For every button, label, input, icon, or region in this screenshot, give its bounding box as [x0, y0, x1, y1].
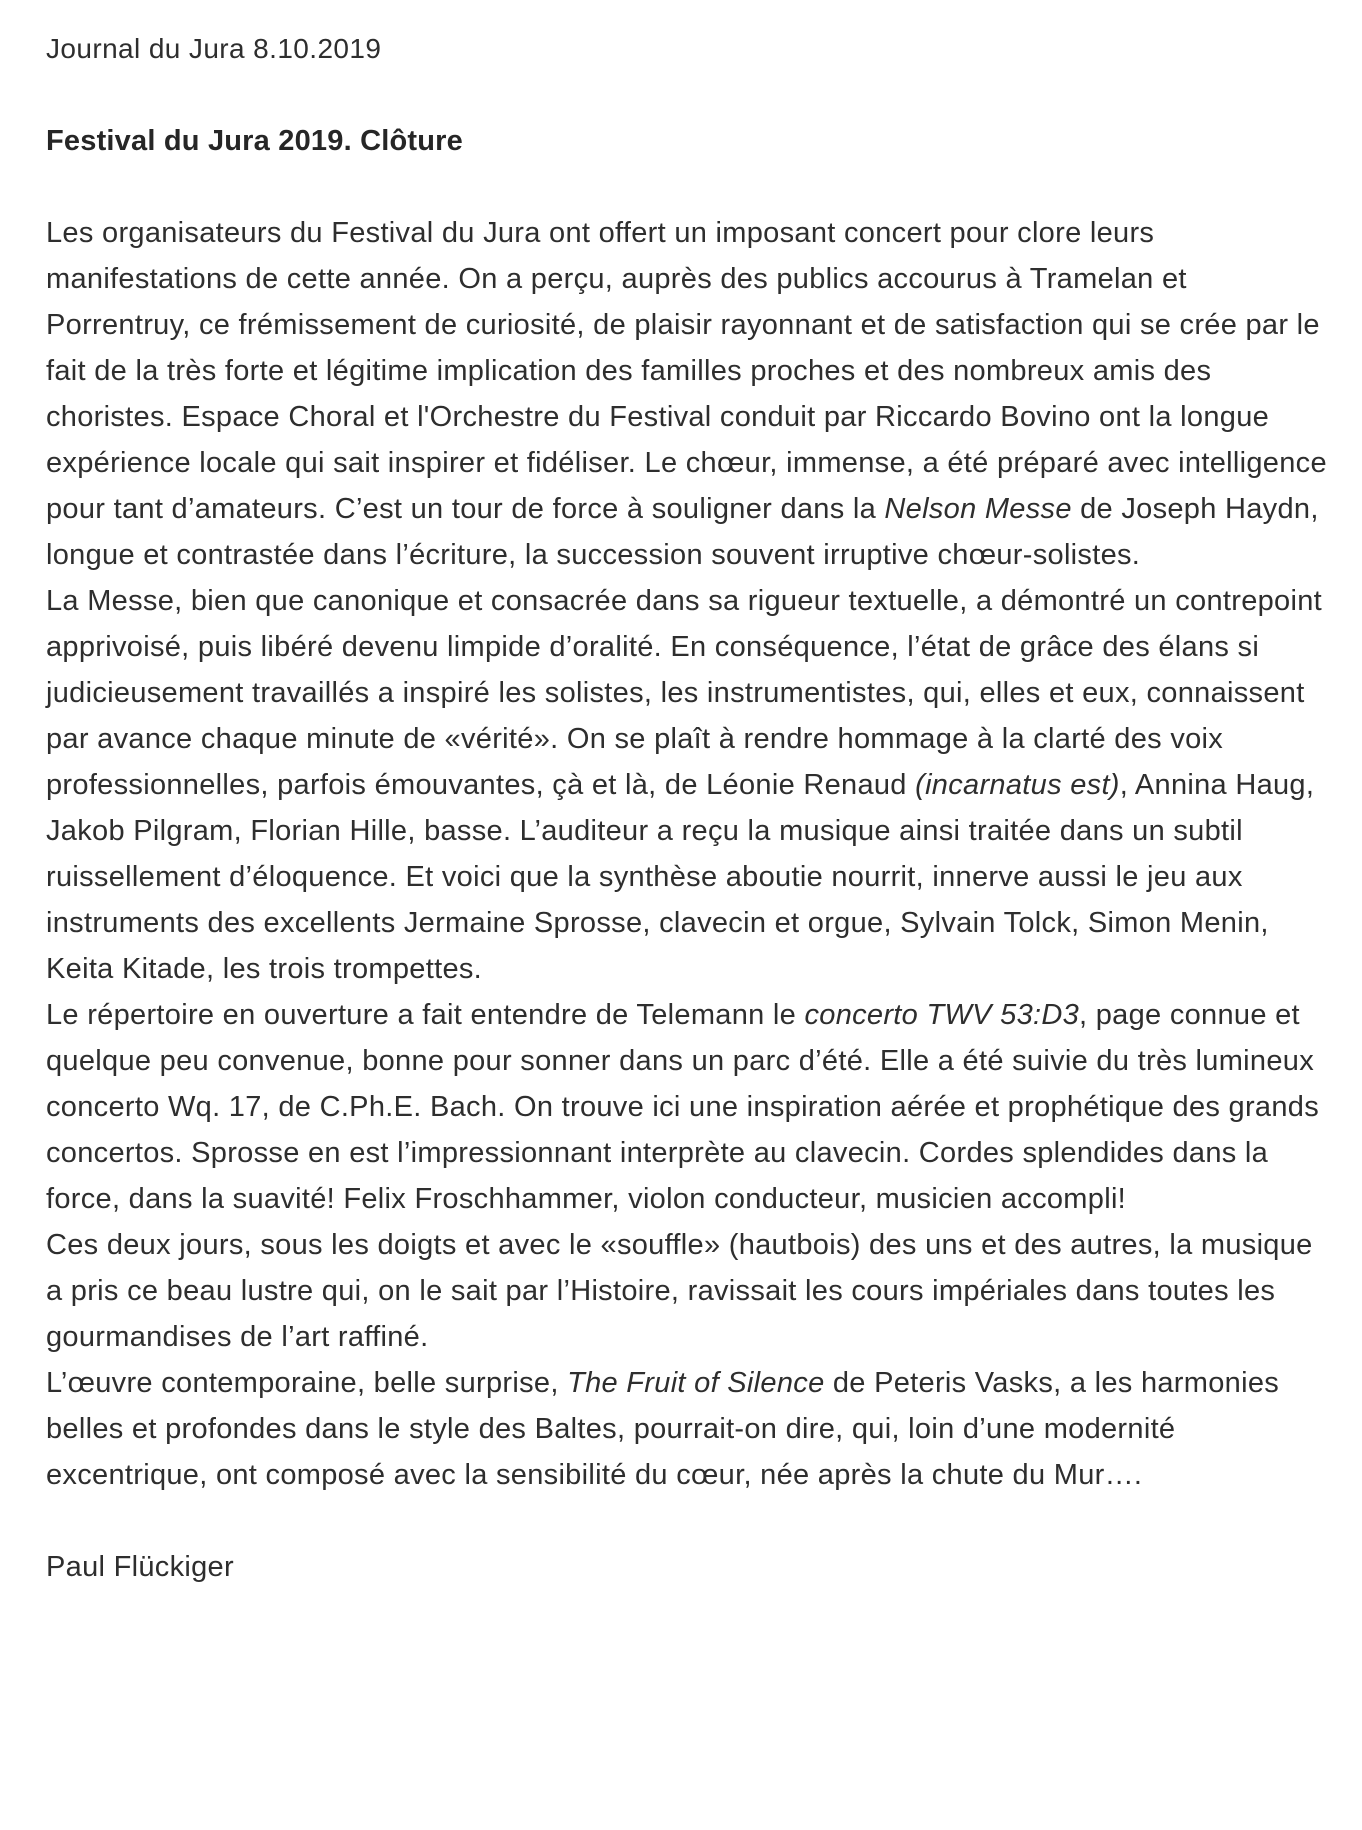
text-run: Le répertoire en ouverture a fait entendre de Telemann le: [46, 999, 805, 1031]
text-run: La Messe, bien que canonique et consacrée dans sa rigueur textuelle, a démontré un contrepoint apprivoisé, puis libéré devenu limpide d’oralité. En conséquence, l’état de grâce des élans si judicieusement travaillés a inspiré les solistes, les instrumentistes, qui, elles et eux, connaissent par avance chaque minute de «vérité». On se plaît à rendre hommage à la clarté des voix professionnelles, parfois émouvantes, çà et là, de Léonie Renaud: [46, 585, 1323, 801]
paragraph: [46, 210, 1332, 578]
italic-run: (incarnatus est): [915, 769, 1120, 801]
text-run: , page connue et quelque peu convenue, bonne pour sonner dans un parc d’été. Elle a été suivie du très lumineux concerto Wq. 17, de C.Ph.E. Bach. On trouve ici une inspiration aérée et prophétique des grands concertos. Sprosse en est l’impressionnant interprète au clavecin. Cordes splendides dans la force, dans la suavité! Felix Froschhammer, violon conducteur, musicien accompli!: [46, 999, 1320, 1215]
text-run: Les organisateurs du Festival du Jura ont offert un imposant concert pour clore leurs manifestations de cette année. On a perçu, auprès des publics accourus à Tramelan et Porrentruy, ce frémissement de curiosité, de plaisir rayonnant et de satisfaction qui se crée par le fait de la très forte et légitime implication des familles proches et des nombreux amis des choristes. Espace Choral et l'Orchestre du Festival conduit par Riccardo Bovino ont la longue expérience locale qui sait inspirer et fidéliser. Le chœur, immense, a été préparé avec intelligence pour tant d’amateurs. C’est un tour de force à souligner dans la: [46, 217, 1327, 525]
article-title: Festival du Jura 2019. Clôture: [46, 125, 463, 157]
paragraph: [46, 1360, 1332, 1498]
text-run: L’œuvre contemporaine, belle surprise,: [46, 1367, 568, 1399]
italic-run: The Fruit of Silence: [567, 1367, 825, 1399]
italic-run: Nelson Messe: [884, 493, 1072, 525]
text-run: , Annina Haug, Jakob Pilgram, Florian Hille, basse. L’auditeur a reçu la musique ainsi traitée dans un subtil ruissellement d’éloquence. Et voici que la synthèse aboutie nourrit, innerve aussi le jeu aux instruments des excellents Jermaine Sprosse, clavecin et orgue, Sylvain Tolck, Simon Menin, Keita Kitade, les trois trompettes.: [46, 769, 1315, 985]
text-run: de Joseph Haydn, longue et contrastée dans l’écriture, la succession souvent irruptive chœur-solistes.: [46, 493, 1319, 571]
text-run: Ces deux jours, sous les doigts et avec le «souffle» (hautbois) des uns et des autres, la musique a pris ce beau lustre qui, on le sait par l’Histoire, ravissait les cours impériales dans toutes les gourmandises de l’art raffiné.: [46, 1229, 1313, 1353]
paragraph: [46, 1222, 1332, 1360]
paragraph: [46, 578, 1332, 992]
byline: Paul Flückiger: [46, 1551, 234, 1583]
source-line: Journal du Jura 8.10.2019: [46, 33, 382, 64]
paragraph: [46, 992, 1332, 1222]
italic-run: concerto TWV 53:D3: [804, 999, 1080, 1031]
article-body: [46, 210, 1332, 1498]
text-run: de Peteris Vasks, a les harmonies belles et profondes dans le style des Baltes, pourrait-on dire, qui, loin d’une modernité excentrique, ont composé avec la sensibilité du cœur, née après la chute du Mur….: [46, 1367, 1280, 1491]
